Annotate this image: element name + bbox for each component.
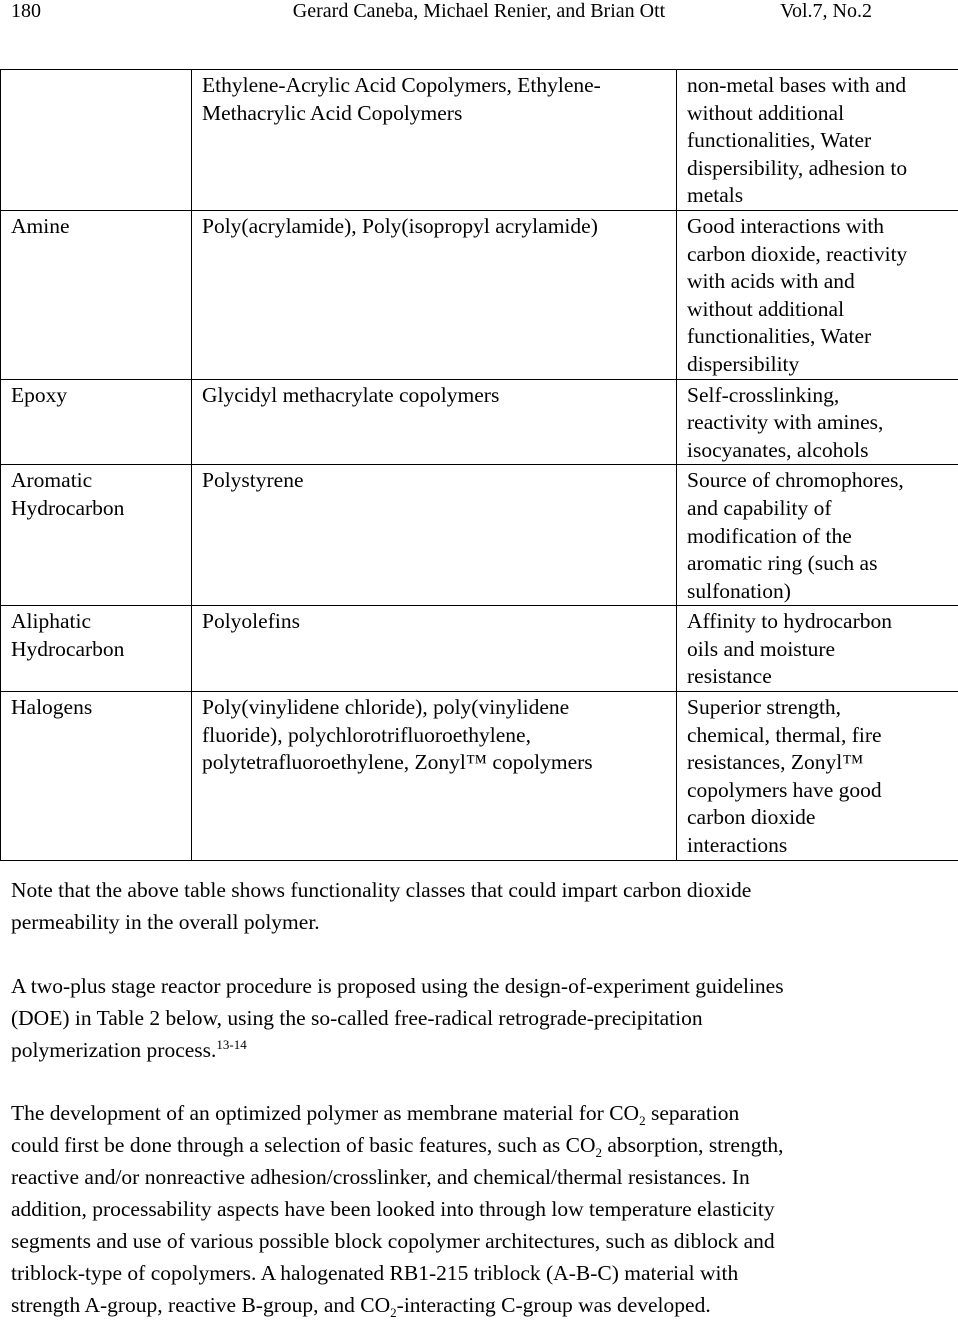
text-fragment: separation [646, 1101, 740, 1125]
table-row [1, 606, 958, 692]
text-line: addition, processability aspects have been looked into through low temperature elasticity [11, 1193, 911, 1225]
table-cell-properties: Good interactions with carbon dioxide, reactivity with acids with and without additional functionalities, Water dispersibility [677, 210, 958, 379]
table-cell-class: Halogens [1, 692, 192, 861]
table-row [1, 692, 958, 861]
table-cell-polymers: Polystyrene [192, 465, 677, 606]
paragraph-reactor-procedure [11, 970, 911, 1066]
table-cell-polymers: Glycidyl methacrylate copolymers [192, 379, 677, 465]
paragraph-table-note [11, 874, 911, 938]
text-line [11, 1034, 911, 1066]
text-line: (DOE) in Table 2 below, using the so-called free-radical retrograde-precipitation [11, 1002, 911, 1034]
table-row [1, 210, 958, 379]
text-fragment: strength A-group, reactive B-group, and CO [11, 1293, 390, 1317]
running-header [0, 0, 958, 24]
table-cell-properties: Superior strength, chemical, thermal, fire resistances, Zonyl™ copolymers have good carbon dioxide interactions [677, 692, 958, 861]
text-line: reactive and/or nonreactive adhesion/crosslinker, and chemical/thermal resistances. In [11, 1161, 911, 1193]
table-row [1, 465, 958, 606]
text-line [11, 1289, 911, 1321]
text-fragment: -interacting C-group was developed. [397, 1293, 711, 1317]
text-line [11, 1097, 911, 1129]
table-cell-polymers: Polyolefins [192, 606, 677, 692]
subscript-two: 2 [390, 1305, 397, 1320]
table-cell-polymers: Poly(acrylamide), Poly(isopropyl acrylamide) [192, 210, 677, 379]
text-line: permeability in the overall polymer. [11, 906, 911, 938]
table-cell-properties: Affinity to hydrocarbon oils and moisture resistance [677, 606, 958, 692]
text-line: triblock-type of copolymers. A halogenated RB1-215 triblock (A-B-C) material with [11, 1257, 911, 1289]
text-line: segments and use of various possible block copolymer architectures, such as diblock and [11, 1225, 911, 1257]
text-fragment: could first be done through a selection of basic features, such as CO [11, 1133, 596, 1157]
table-cell-properties: Source of chromophores, and capability of modification of the aromatic ring (such as sulfonation) [677, 465, 958, 606]
subscript-two: 2 [639, 1113, 646, 1128]
table-cell-class: Amine [1, 210, 192, 379]
table-row [1, 379, 958, 465]
table-cell-properties: non-metal bases with and without additional functionalities, Water dispersibility, adhesion to metals [677, 70, 958, 211]
text-fragment: absorption, strength, [602, 1133, 784, 1157]
functionality-table [0, 69, 958, 861]
subscript-two: 2 [596, 1145, 603, 1160]
table-cell-properties: Self-crosslinking, reactivity with amines, isocyanates, alcohols [677, 379, 958, 465]
paragraph-polymer-development [11, 1097, 911, 1321]
table-row [1, 70, 958, 211]
text-fragment: The development of an optimized polymer as membrane material for CO [11, 1101, 639, 1125]
citation-superscript: 13-14 [216, 1037, 246, 1052]
header-volume: Vol.7, No.2 [780, 1, 872, 21]
table-cell-class: Epoxy [1, 379, 192, 465]
table-cell-class [1, 70, 192, 211]
table-cell-class: Aliphatic Hydrocarbon [1, 606, 192, 692]
text-line: Note that the above table shows functionality classes that could impart carbon dioxide [11, 874, 911, 906]
table-cell-class: Aromatic Hydrocarbon [1, 465, 192, 606]
header-authors: Gerard Caneba, Michael Renier, and Brian Ott [0, 1, 958, 21]
table-cell-polymers: Poly(vinylidene chloride), poly(vinylidene fluoride), polychlorotrifluoroethylene, polytetrafluoroethylene, Zonyl™ copolymers [192, 692, 677, 861]
text-line [11, 1129, 911, 1161]
table-cell-polymers: Ethylene-Acrylic Acid Copolymers, Ethylene- Methacrylic Acid Copolymers [192, 70, 677, 211]
page-number: 180 [11, 1, 41, 21]
text-line: A two-plus stage reactor procedure is proposed using the design-of-experiment guidelines [11, 970, 911, 1002]
text-fragment: polymerization process. [11, 1038, 216, 1062]
